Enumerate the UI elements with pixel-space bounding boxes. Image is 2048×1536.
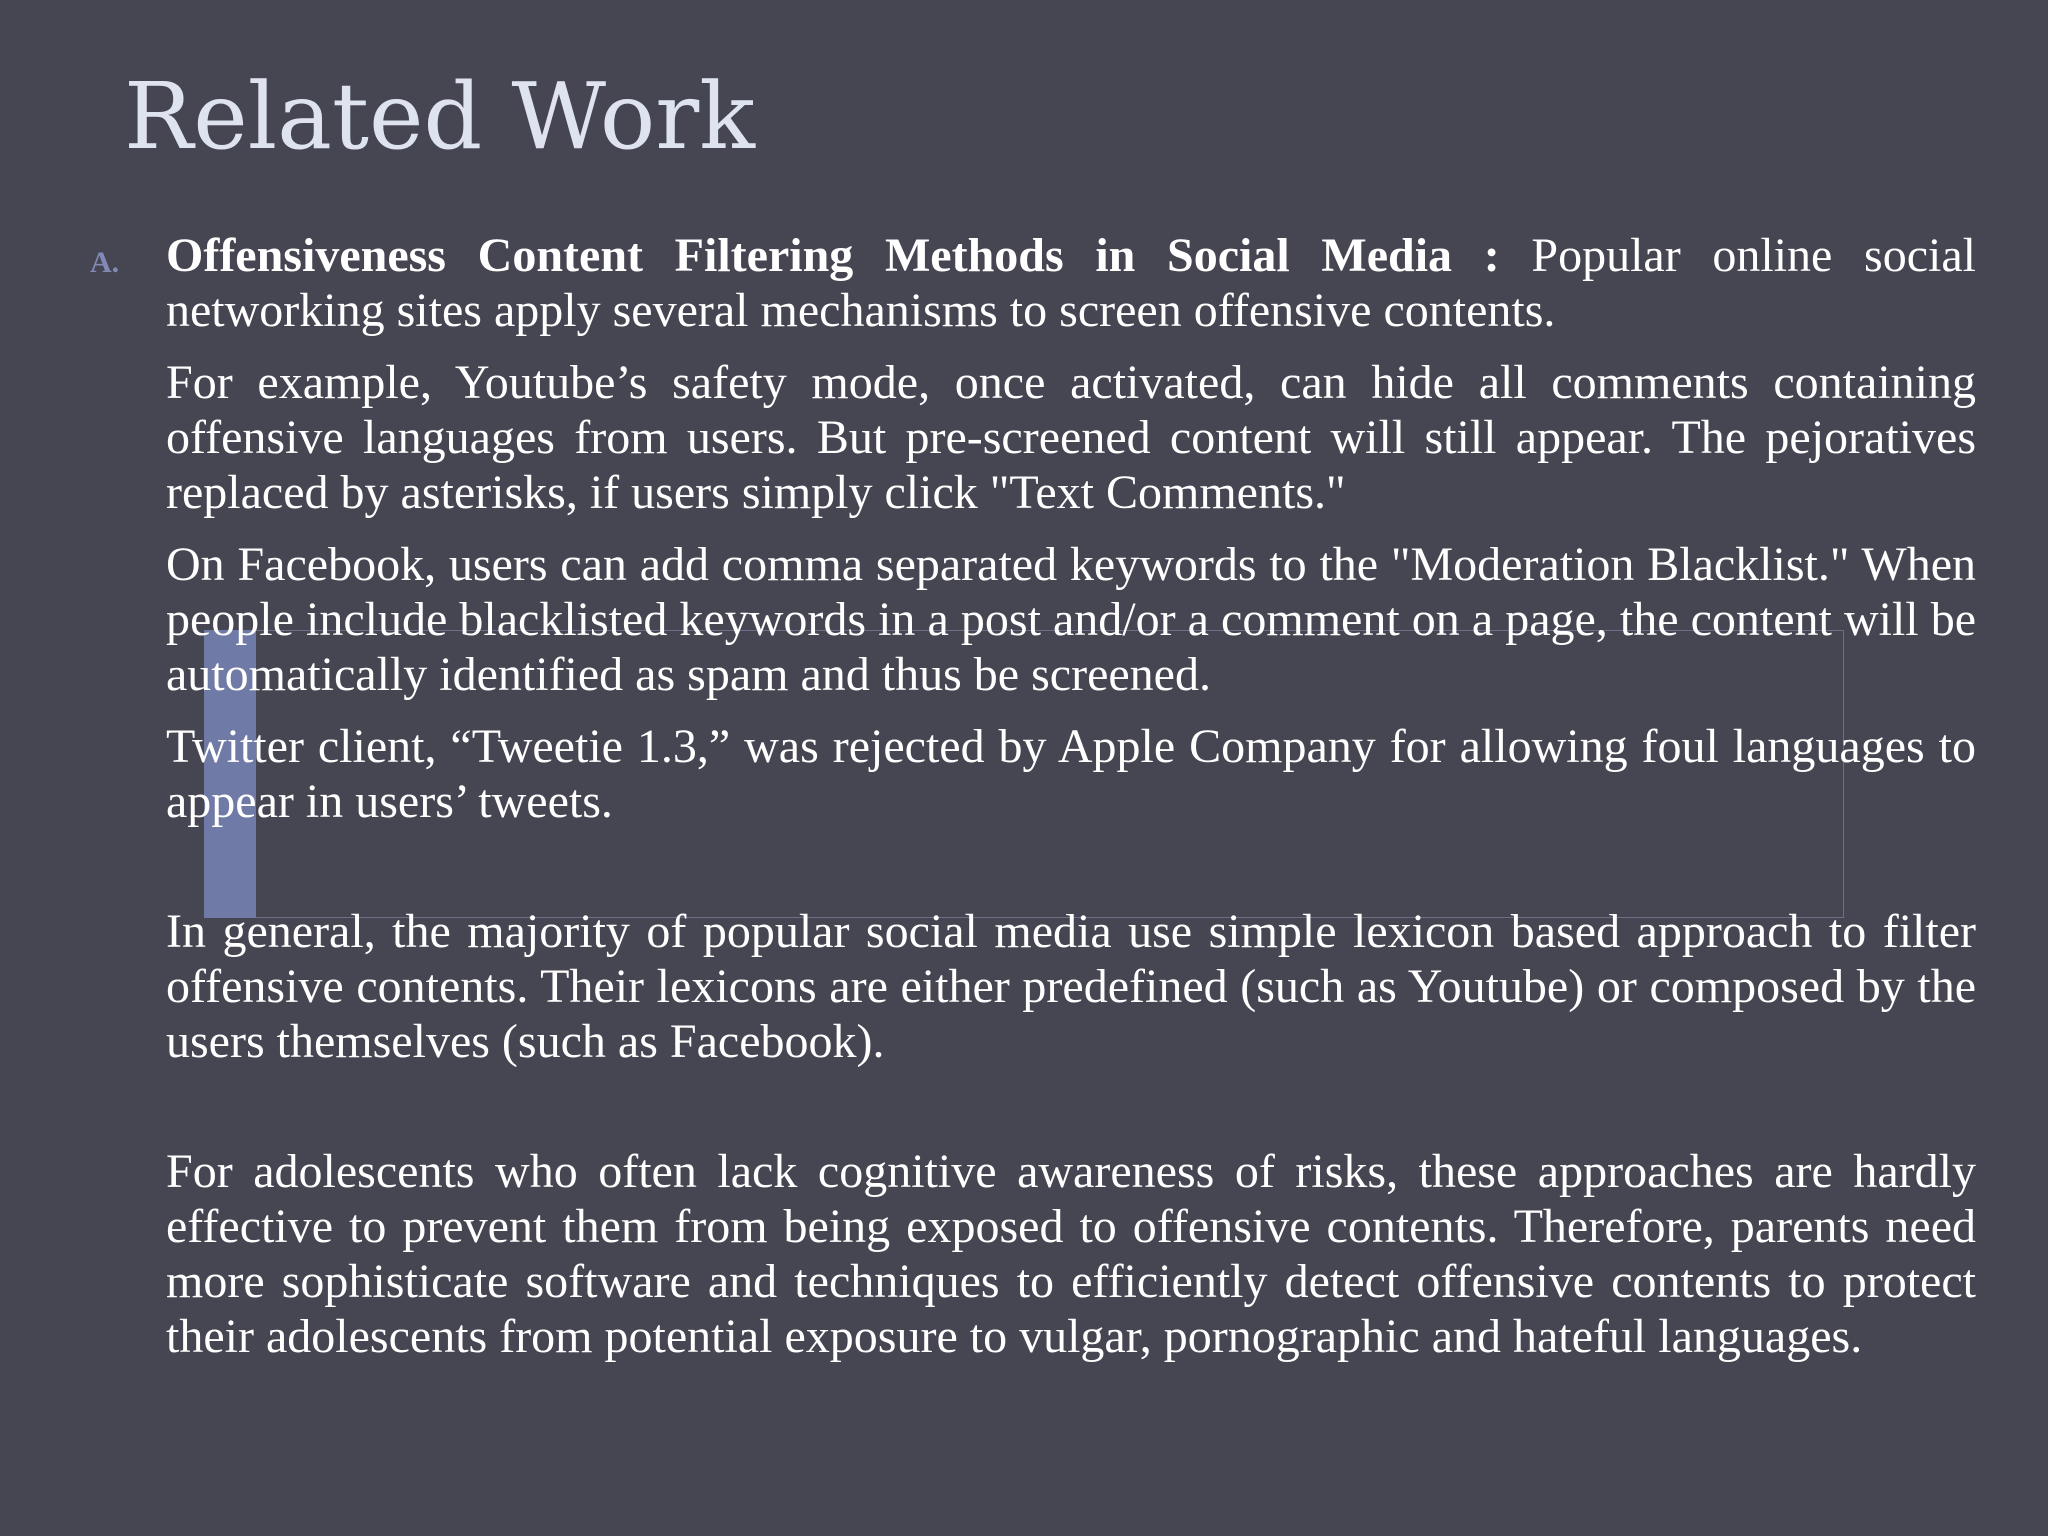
paragraph-general: In general, the majority of popular social media use simple lexicon based approach to filter offensive contents. Their lexicons are either predefined (such as Youtube) or composed by the users themselves (such as Facebook). xyxy=(166,905,1976,1068)
paragraph-facebook: On Facebook, users can add comma separated keywords to the "Moderation Blacklist." When people include blacklisted keywords in a post and/or a comment on a page, the content will be automatically identified as spam and thus be screened. xyxy=(166,538,1976,701)
slide-body xyxy=(90,228,1977,1364)
paragraph-adolescents: For adolescents who often lack cognitive awareness of risks, these approaches are hardly effective to prevent them from being exposed to offensive contents. Therefore, parents need more sophisticate software and techniques to efficiently detect offensive contents to protect their adolescents from potential exposure to vulgar, pornographic and hateful languages. xyxy=(166,1145,1976,1363)
item-heading: Offensiveness Content Filtering Methods in Social Media : xyxy=(166,229,1500,282)
item-heading-text: Popular online social networking sites apply several mechanisms to screen offensive contents. xyxy=(166,229,1977,337)
paragraph-twitter: Twitter client, “Tweetie 1.3,” was rejected by Apple Company for allowing foul languages to appear in users’ tweets. xyxy=(166,720,1976,828)
slide-title: Related Work xyxy=(124,63,755,170)
item-intro-paragraph xyxy=(166,228,1976,338)
list-marker: A. xyxy=(90,246,120,279)
paragraph-youtube: For example, Youtube’s safety mode, once activated, can hide all comments containing offensive languages from users. But pre-screened content will still appear. The pejoratives replaced by asterisks, if users simply click "Text Comments." xyxy=(166,356,1976,519)
list-item xyxy=(90,228,1977,1364)
